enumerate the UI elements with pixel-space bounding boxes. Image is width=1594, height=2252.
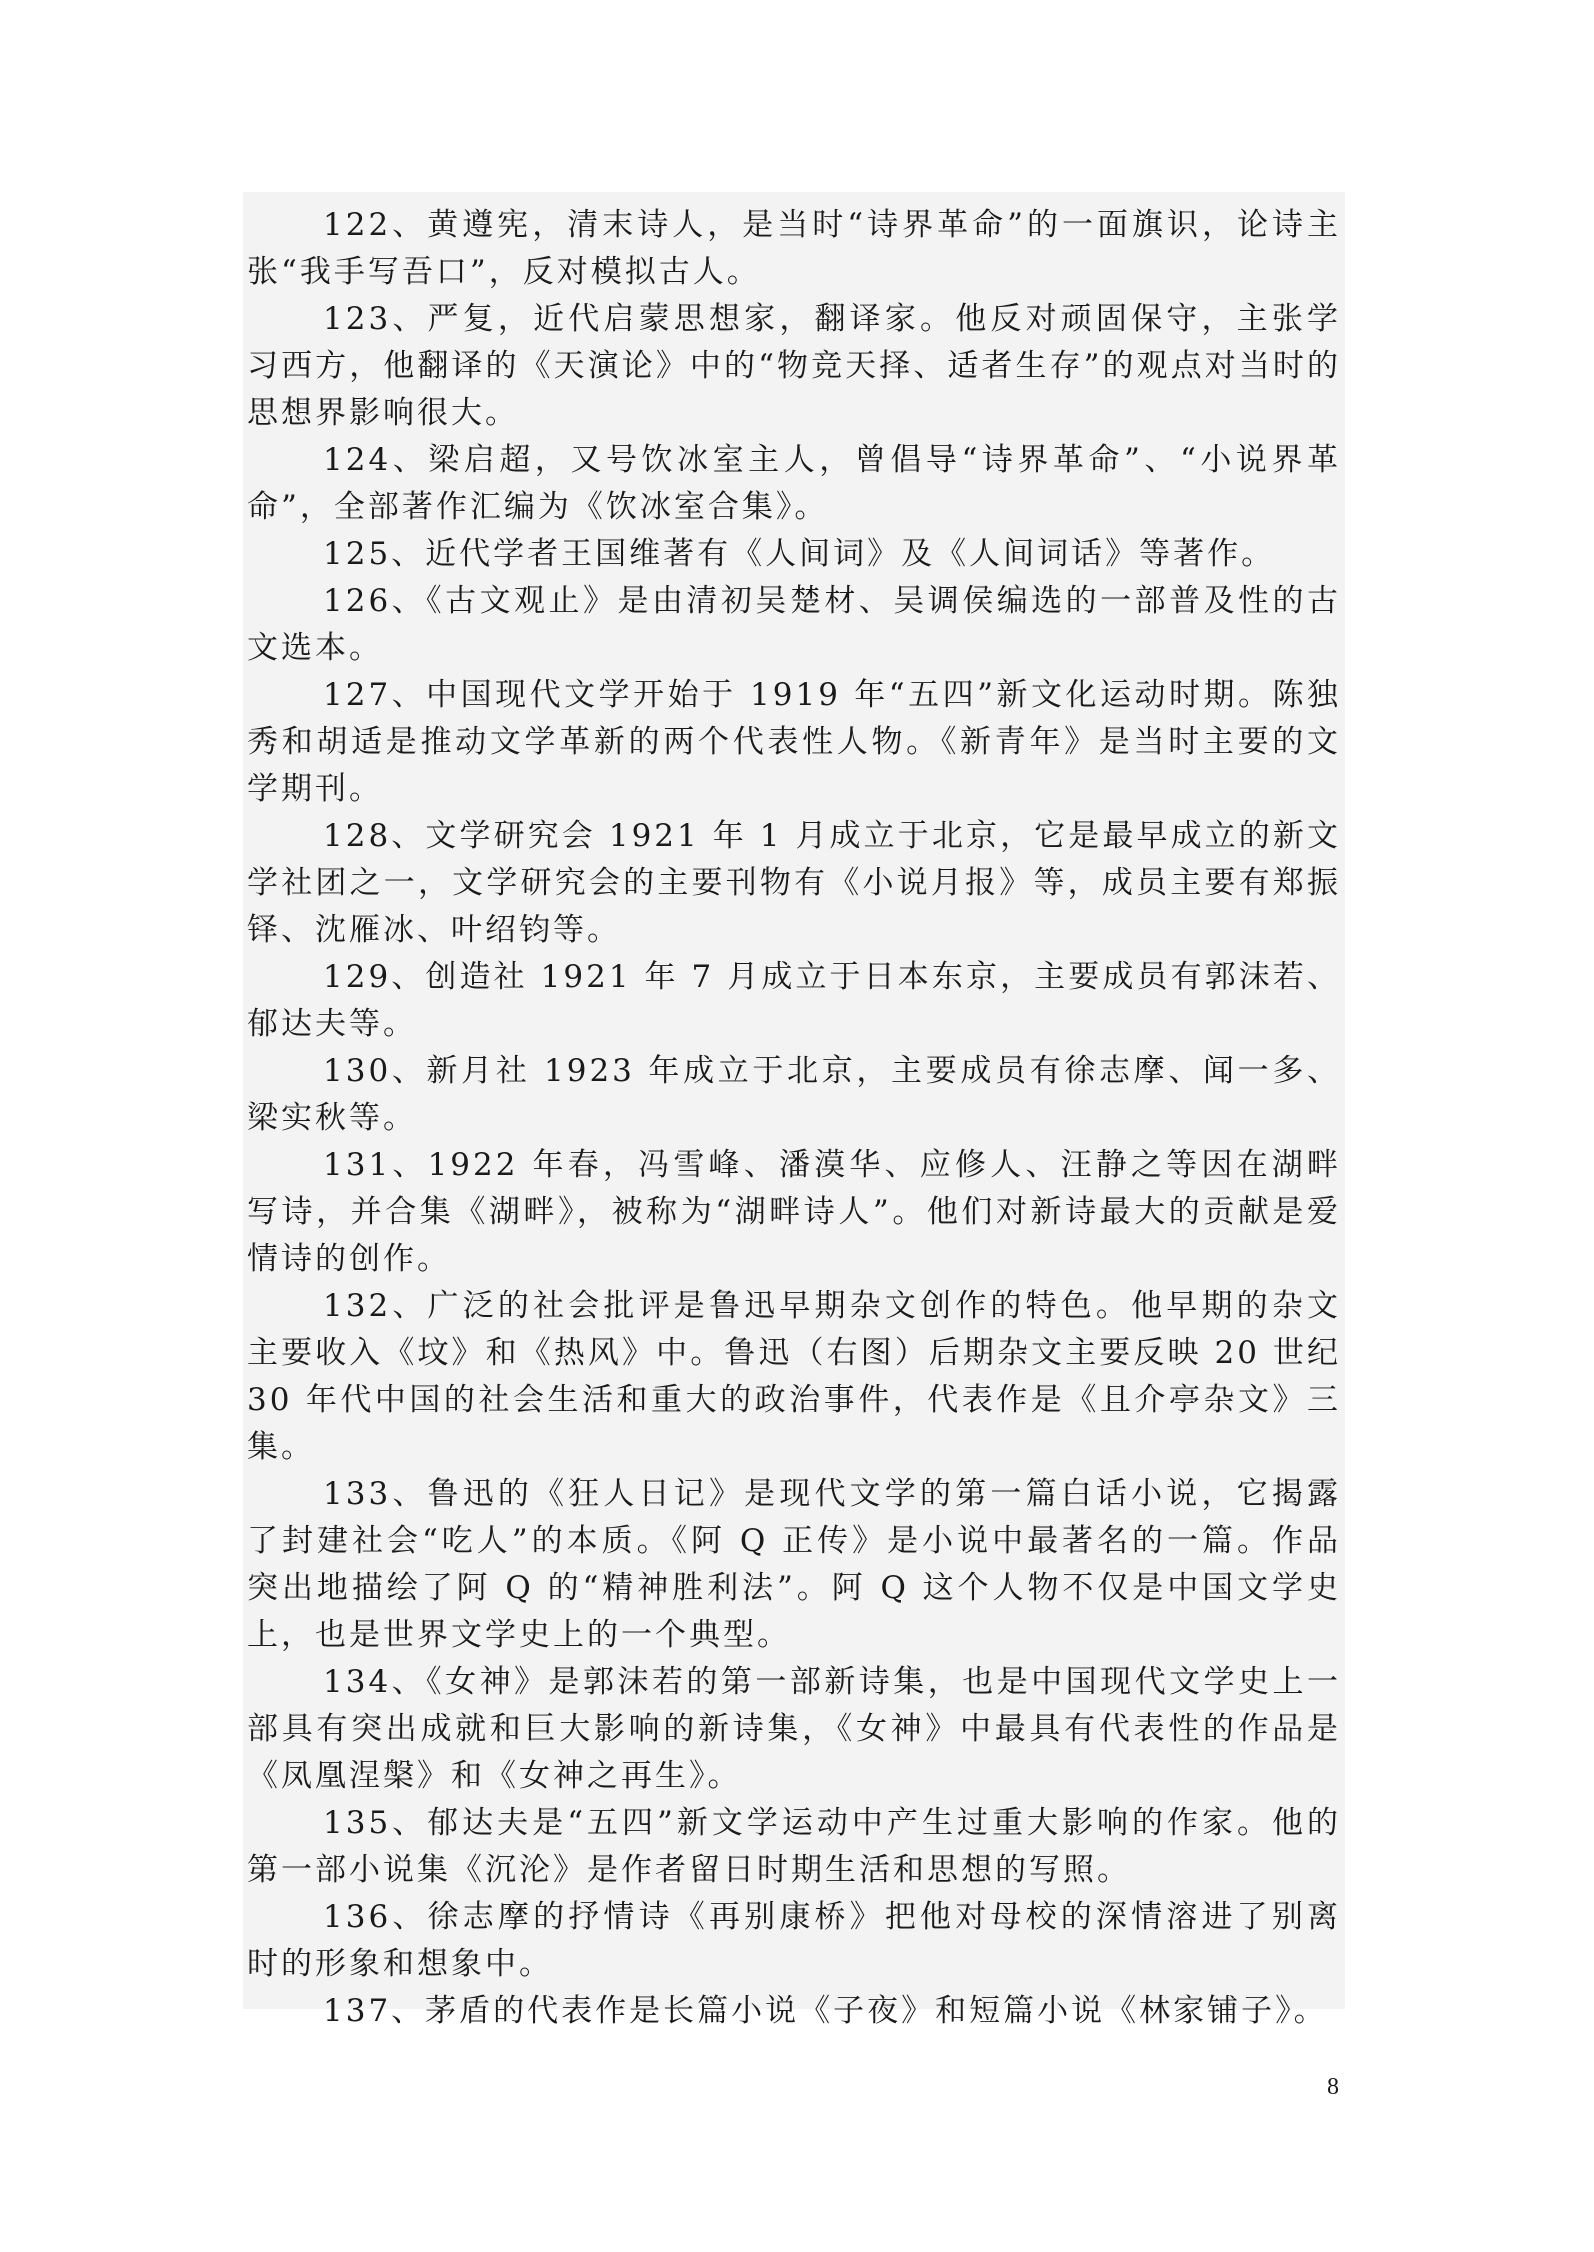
paragraph-125: 125、近代学者王国维著有《人间词》及《人间词话》等著作。 xyxy=(323,536,1276,572)
paragraph-130: 130、新月社 1923 年成立于北京，主要成员有徐志摩、闻一多、梁实秋等。 xyxy=(247,1053,1341,1136)
paragraph-134: 134、《女神》是郭沫若的第一部新诗集，也是中国现代文学史上一部具有突出成就和巨大影响的新诗集，《女神》中最具有代表性的作品是《凤凰涅槃》和《女神之再生》。 xyxy=(247,1664,1341,1794)
paragraph-128: 128、文学研究会 1921 年 1 月成立于北京，它是最早成立的新文学社团之一，文学研究会的主要刊物有《小说月报》等，成员主要有郑振铎、沈雁冰、叶绍钧等。 xyxy=(247,818,1341,948)
paragraph-132: 132、广泛的社会批评是鲁迅早期杂文创作的特色。他早期的杂文主要收入《坟》和《热风》中。鲁迅（右图）后期杂文主要反映 20 世纪 30 年代中国的社会生活和重大的政治事件，代表作是《且介亭杂文》三集。 xyxy=(247,1288,1341,1465)
paragraph-137: 137、茅盾的代表作是长篇小说《子夜》和短篇小说《林家铺子》。 xyxy=(323,1993,1328,2029)
paragraph-131: 131、1922 年春，冯雪峰、潘漠华、应修人、汪静之等因在湖畔写诗，并合集《湖畔》，被称为“湖畔诗人”。他们对新诗最大的贡献是爱情诗的创作。 xyxy=(247,1147,1341,1277)
paragraph-133: 133、鲁迅的《狂人日记》是现代文学的第一篇白话小说，它揭露了封建社会“吃人”的本质。《阿 Q 正传》是小说中最著名的一篇。作品突出地描绘了阿 Q 的“精神胜利法”。阿 Q 这个人物不仅是中国文学史上，也是世界文学史上的一个典型。 xyxy=(247,1476,1341,1653)
paragraph-135: 135、郁达夫是“五四”新文学运动中产生过重大影响的作家。他的第一部小说集《沉沦》是作者留日时期生活和思想的写照。 xyxy=(247,1805,1341,1888)
paragraph-122: 122、黄遵宪，清末诗人，是当时“诗界革命”的一面旗识，论诗主张“我手写吾口”，反对模拟古人。 xyxy=(247,207,1341,290)
paragraph-136: 136、徐志摩的抒情诗《再别康桥》把他对母校的深情溶进了别离时的形象和想象中。 xyxy=(247,1899,1341,1982)
paragraph-126: 126、《古文观止》是由清初吴楚材、吴调侯编选的一部普及性的古文选本。 xyxy=(247,583,1341,666)
page-number: 8 xyxy=(1327,2074,1339,2100)
text-block xyxy=(243,192,1345,2029)
paragraph-127: 127、中国现代文学开始于 1919 年“五四”新文化运动时期。陈独秀和胡适是推动文学革新的两个代表性人物。《新青年》是当时主要的文学期刊。 xyxy=(247,677,1341,807)
paragraph-129: 129、创造社 1921 年 7 月成立于日本东京，主要成员有郭沫若、郁达夫等。 xyxy=(247,959,1341,1042)
paragraph-123: 123、严复，近代启蒙思想家，翻译家。他反对顽固保守，主张学习西方，他翻译的《天演论》中的“物竞天择、适者生存”的观点对当时的思想界影响很大。 xyxy=(247,301,1341,431)
paragraph-124: 124、梁启超，又号饮冰室主人，曾倡导“诗界革命”、“小说界革命”，全部著作汇编为《饮冰室合集》。 xyxy=(247,442,1341,525)
